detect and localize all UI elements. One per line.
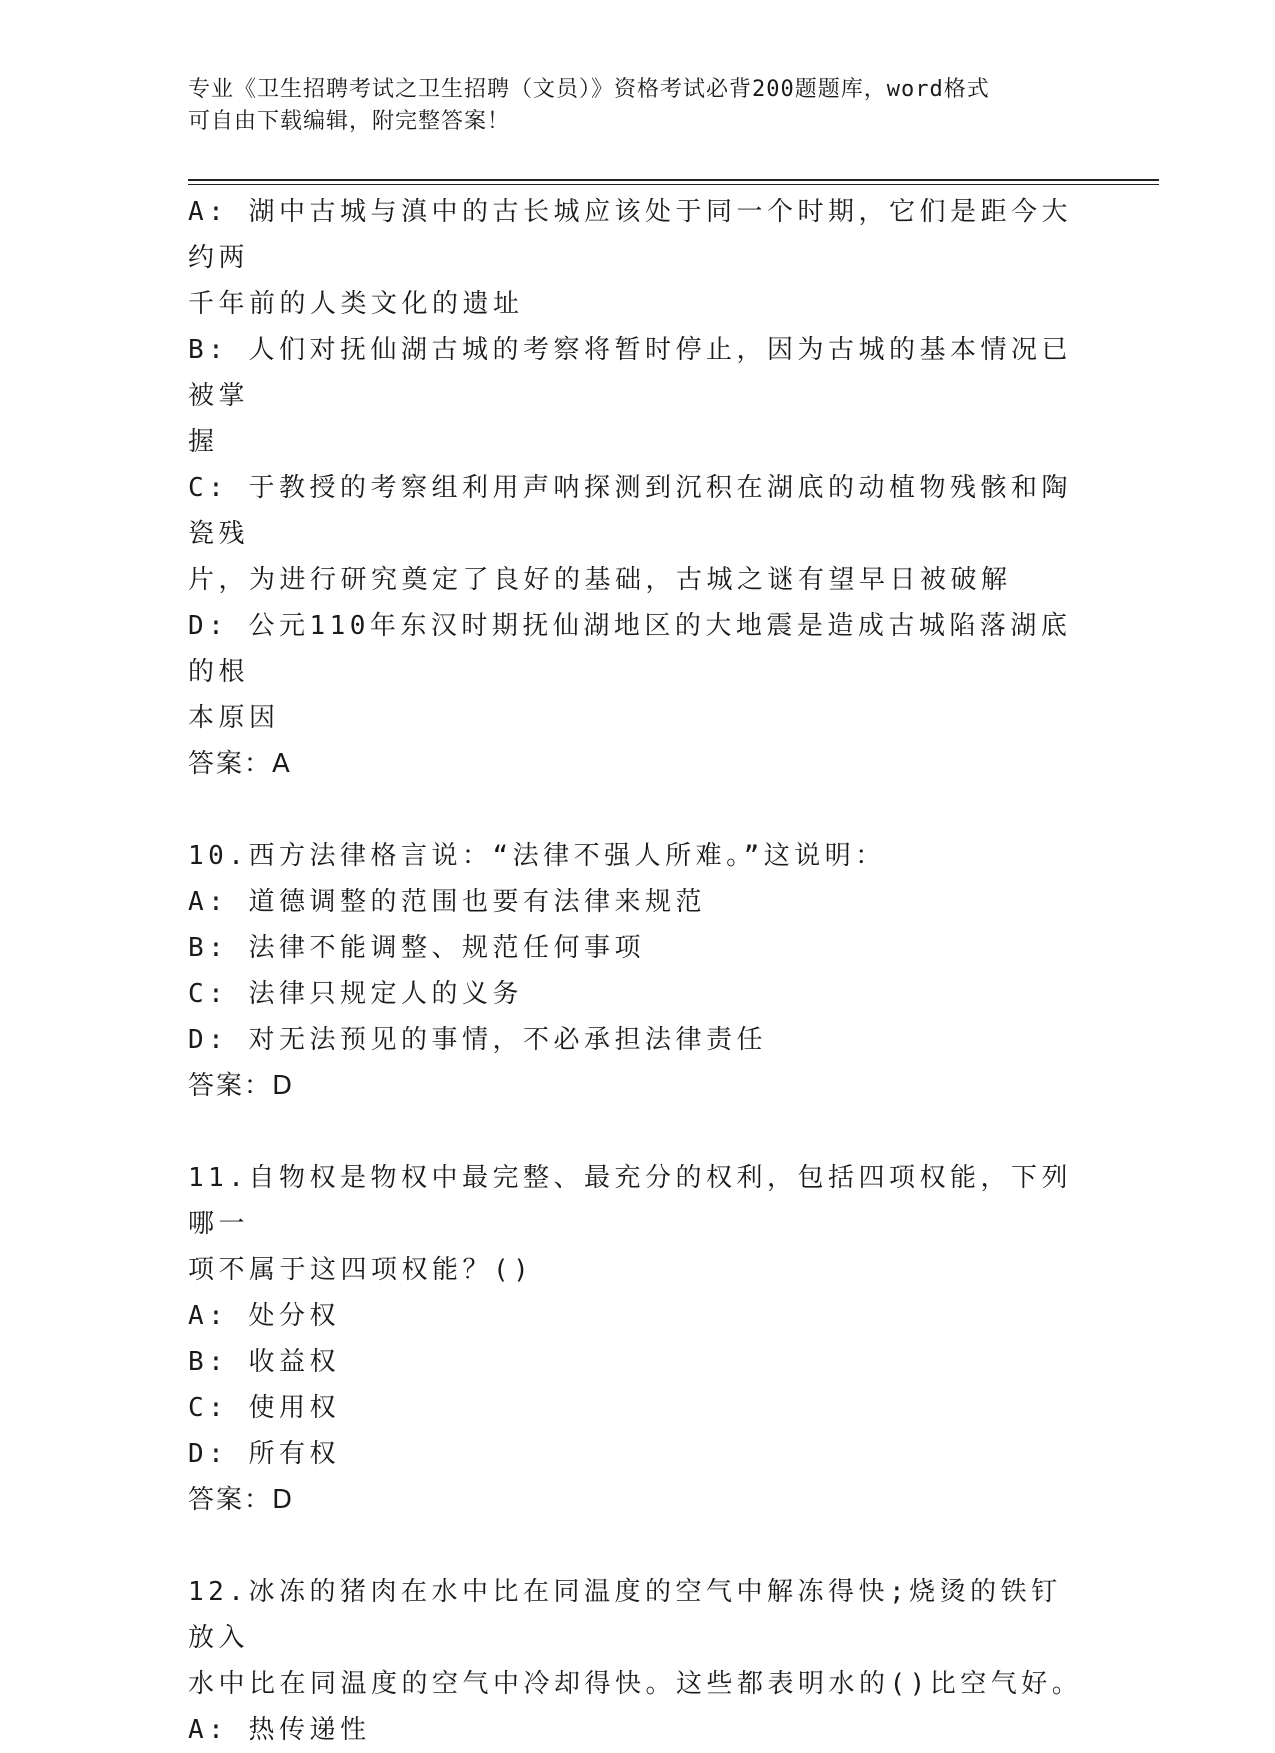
document-header bbox=[188, 74, 1088, 138]
question-11 bbox=[188, 1155, 1088, 1523]
option-a-cont: 千年前的人类文化的遗址 bbox=[188, 289, 524, 319]
answer: 答案：D bbox=[188, 1071, 295, 1101]
answer: 答案：D bbox=[188, 1485, 295, 1515]
spacer bbox=[188, 1523, 1088, 1569]
question-9 bbox=[188, 189, 1088, 787]
question-stem-cont: 水中比在同温度的空气中冷却得快。这些都表明水的()比空气好。 bbox=[188, 1669, 1083, 1699]
option-c: C: 使用权 bbox=[188, 1393, 340, 1423]
option-d-cont: 本原因 bbox=[188, 703, 280, 733]
option-c: C: 于教授的考察组利用声呐探测到沉积在湖底的动植物残骸和陶瓷残 bbox=[188, 473, 1072, 549]
option-b-cont: 握 bbox=[188, 427, 219, 457]
header-rule-thick bbox=[188, 179, 1159, 181]
option-c: C: 法律只规定人的义务 bbox=[188, 979, 523, 1009]
option-a: A: 道德调整的范围也要有法律来规范 bbox=[188, 887, 706, 917]
option-d: D: 公元110年东汉时期抚仙湖地区的大地震是造成古城陷落湖底的根 bbox=[188, 611, 1072, 687]
question-10 bbox=[188, 833, 1088, 1109]
option-d: D: 对无法预见的事情，不必承担法律责任 bbox=[188, 1025, 767, 1055]
question-stem: 12.冰冻的猪肉在水中比在同温度的空气中解冻得快;烧烫的铁钉放入 bbox=[188, 1577, 1062, 1653]
option-b: B: 收益权 bbox=[188, 1347, 340, 1377]
header-line-1: 专业《卫生招聘考试之卫生招聘（文员）》资格考试必背200题题库，word格式 bbox=[188, 77, 990, 102]
header-rule-thin bbox=[188, 184, 1159, 185]
option-c-cont: 片，为进行研究奠定了良好的基础，古城之谜有望早日被破解 bbox=[188, 565, 1012, 595]
answer: 答案：A bbox=[188, 749, 292, 779]
option-d: D: 所有权 bbox=[188, 1439, 340, 1469]
question-12 bbox=[188, 1569, 1088, 1753]
spacer bbox=[188, 1109, 1088, 1155]
option-a: A: 湖中古城与滇中的古长城应该处于同一个时期，它们是距今大约两 bbox=[188, 197, 1072, 273]
option-b: B: 法律不能调整、规范任何事项 bbox=[188, 933, 645, 963]
document-body bbox=[188, 189, 1088, 1753]
option-b: B: 人们对抚仙湖古城的考察将暂时停止，因为古城的基本情况已被掌 bbox=[188, 335, 1072, 411]
option-a: A: 处分权 bbox=[188, 1301, 340, 1331]
question-stem: 11.自物权是物权中最完整、最充分的权利，包括四项权能，下列哪一 bbox=[188, 1163, 1072, 1239]
question-stem: 10.西方法律格言说：“法律不强人所难。”这说明： bbox=[188, 841, 886, 871]
option-a: A: 热传递性 bbox=[188, 1715, 371, 1745]
header-line-2: 可自由下载编辑，附完整答案！ bbox=[188, 109, 511, 134]
spacer bbox=[188, 787, 1088, 833]
question-stem-cont: 项不属于这四项权能？() bbox=[188, 1255, 534, 1285]
